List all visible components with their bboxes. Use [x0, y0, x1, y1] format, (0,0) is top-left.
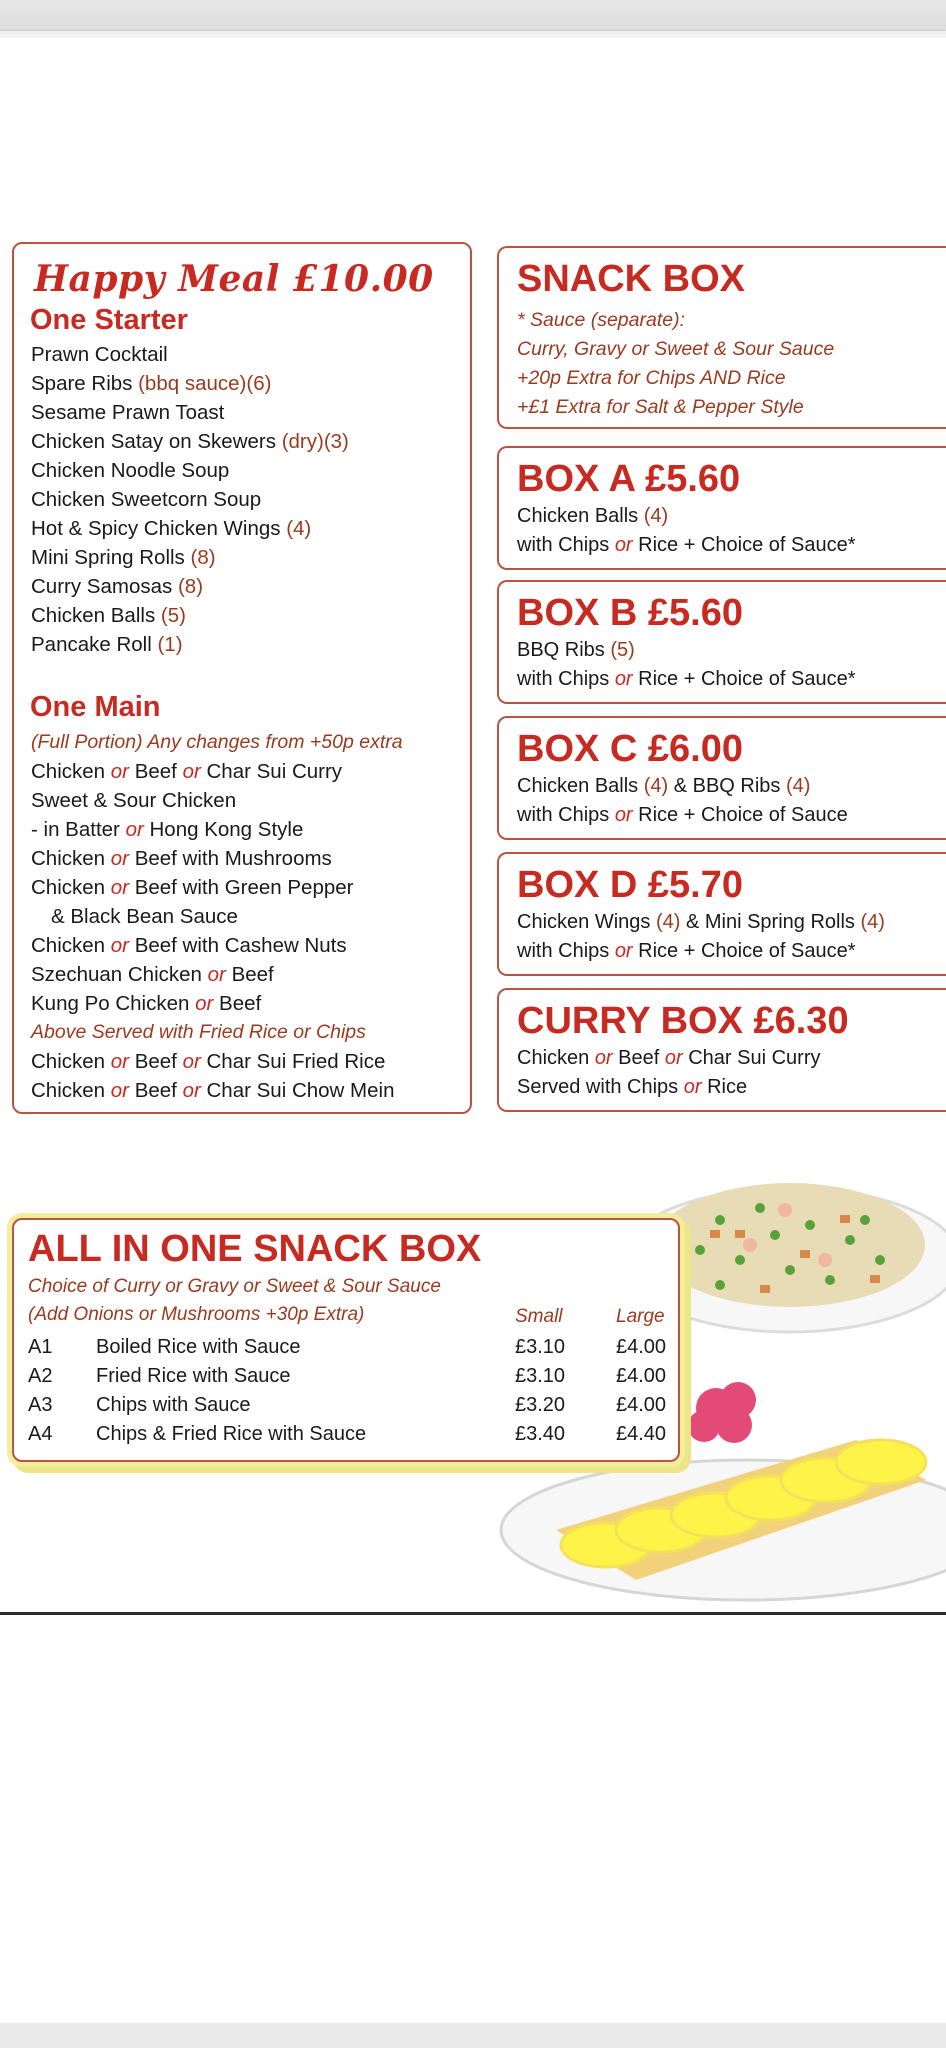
starter-name: Chicken Sweetcorn Soup [31, 488, 262, 511]
starter-qty: (4) [286, 517, 312, 540]
main-item-text: Sweet & Sour Chicken [31, 789, 237, 812]
item-code: A2 [28, 1365, 53, 1387]
box-text: Rice + Choice of Sauce* [632, 940, 856, 962]
price-small: £3.20 [515, 1394, 566, 1416]
starter-item [31, 485, 349, 514]
starter-list [31, 340, 349, 659]
or-word: or [110, 1050, 129, 1073]
box-text: (4) [860, 911, 885, 933]
or-word: or [110, 876, 129, 899]
box-line [517, 1044, 820, 1073]
box-text: Chicken Wings [517, 911, 656, 933]
viewer-bottom-bar [0, 2023, 946, 2048]
main-item-text: Hong Kong Style [143, 818, 304, 841]
main-item-text: Beef [225, 963, 274, 986]
starter-name: Chicken Noodle Soup [31, 459, 230, 482]
main-item-text: Char Sui Curry [200, 760, 343, 783]
or-word: or [614, 534, 633, 556]
starter-qty: (dry)(3) [281, 430, 349, 453]
snack-note: +£1 Extra for Salt & Pepper Style [517, 396, 804, 418]
box-text: Rice + Choice of Sauce [632, 804, 848, 826]
main-item [31, 931, 403, 960]
item-name: Chips with Sauce [96, 1394, 251, 1416]
or-word: or [125, 818, 144, 841]
starter-name: Mini Spring Rolls [31, 546, 191, 569]
box-text: (4) [655, 911, 681, 933]
or-word: or [110, 934, 129, 957]
main-note: (Full Portion) Any changes from +50p extra [31, 731, 403, 753]
or-word: or [614, 668, 633, 690]
table-row [28, 1365, 668, 1393]
col-small: Small [515, 1306, 563, 1327]
main-item-text: Beef with Mushrooms [129, 847, 332, 870]
item-code: A1 [28, 1336, 53, 1358]
box-line [517, 636, 856, 665]
main-item [31, 902, 403, 931]
snack-box-title: SNACK BOX [517, 258, 746, 300]
box-lines [517, 772, 848, 830]
main-item-text: & Black Bean Sauce [51, 905, 238, 928]
box-text: Char Sui Curry [682, 1047, 821, 1069]
box-panel [497, 580, 946, 704]
box-text: BBQ Ribs [517, 639, 611, 661]
box-text: & Mini Spring Rolls [680, 911, 861, 933]
starter-name: Sesame Prawn Toast [31, 401, 225, 424]
extra-item-text: Beef [129, 1079, 183, 1102]
main-item-text: - in Batter [31, 818, 126, 841]
happy-meal-title: Happy Meal £10.00 [34, 258, 434, 300]
price-large: £4.00 [616, 1394, 667, 1416]
price-large: £4.00 [616, 1336, 667, 1358]
box-panel [497, 988, 946, 1112]
main-item [31, 786, 403, 815]
box-text: (4) [785, 775, 811, 797]
starter-heading: One Starter [30, 304, 188, 336]
starter-item [31, 456, 349, 485]
box-text: (5) [610, 639, 635, 661]
box-text: Served with Chips [517, 1076, 684, 1098]
main-item-text: Beef [213, 992, 262, 1015]
starter-qty: (8) [190, 546, 216, 569]
or-word: or [182, 760, 201, 783]
starter-name: Prawn Cocktail [31, 343, 168, 366]
starter-name: Chicken Satay on Skewers [31, 430, 282, 453]
extra-item-text: Chicken [31, 1050, 111, 1073]
starter-item [31, 514, 349, 543]
box-line [517, 937, 885, 966]
starter-name: Pancake Roll [31, 633, 158, 656]
page-divider [0, 1612, 946, 1615]
all-in-one-title: ALL IN ONE SNACK BOX [28, 1228, 482, 1270]
main-item [31, 989, 403, 1018]
main-item-text: Szechuan Chicken [31, 963, 208, 986]
viewer-toolbar [0, 0, 946, 31]
starter-item [31, 427, 349, 456]
box-line [517, 908, 885, 937]
box-title: BOX B £5.60 [517, 592, 743, 634]
extra-item-text: Beef [129, 1050, 183, 1073]
box-title: BOX D £5.70 [517, 864, 743, 906]
or-word: or [594, 1047, 613, 1069]
starter-item [31, 572, 349, 601]
box-line [517, 502, 856, 531]
starter-name: Chicken Balls [31, 604, 161, 627]
item-code: A3 [28, 1394, 53, 1416]
or-word: or [614, 940, 633, 962]
main-item-text: Chicken [31, 934, 111, 957]
box-line [517, 1073, 820, 1102]
box-text: Chicken [517, 1047, 595, 1069]
main-item [31, 815, 403, 844]
box-title: BOX A £5.60 [517, 458, 741, 500]
box-lines [517, 636, 856, 694]
main-item-text: Kung Po Chicken [31, 992, 196, 1015]
price-large: £4.00 [616, 1365, 667, 1387]
snack-box-notes [517, 306, 834, 422]
main-item-text: Chicken [31, 876, 111, 899]
starter-item [31, 398, 349, 427]
box-text: Beef [612, 1047, 665, 1069]
table-row [28, 1394, 668, 1422]
or-word: or [664, 1047, 683, 1069]
box-text: Rice + Choice of Sauce* [632, 668, 856, 690]
box-text: with Chips [517, 804, 615, 826]
box-lines [517, 1044, 820, 1102]
extra-item-text: Char Sui Chow Mein [200, 1079, 395, 1102]
starter-item [31, 369, 349, 398]
box-text: with Chips [517, 940, 615, 962]
or-word: or [182, 1050, 201, 1073]
starter-item [31, 630, 349, 659]
box-line [517, 801, 848, 830]
item-name: Boiled Rice with Sauce [96, 1336, 301, 1358]
starter-qty: (1) [157, 633, 183, 656]
or-word: or [614, 804, 633, 826]
box-lines [517, 908, 885, 966]
main-item-text: Chicken [31, 847, 111, 870]
price-large: £4.40 [616, 1423, 667, 1445]
box-panel [497, 446, 946, 570]
main-heading: One Main [30, 691, 161, 723]
happy-meal-panel [12, 242, 472, 1114]
or-word: or [182, 1079, 201, 1102]
box-panel [497, 852, 946, 976]
price-small: £3.40 [515, 1423, 566, 1445]
item-name: Fried Rice with Sauce [96, 1365, 291, 1387]
main-item-text: Beef with Green Pepper [129, 876, 354, 899]
main-item [31, 844, 403, 873]
main-item [31, 873, 403, 902]
main-item-text: Beef with Cashew Nuts [129, 934, 347, 957]
or-word: or [110, 847, 129, 870]
starter-qty: (8) [177, 575, 204, 598]
box-text: & BBQ Ribs [668, 775, 786, 797]
box-text: Rice [701, 1076, 748, 1098]
snack-note: Curry, Gravy or Sweet & Sour Sauce [517, 338, 835, 360]
snack-note: +20p Extra for Chips AND Rice [517, 367, 786, 389]
all-in-one-panel [12, 1218, 680, 1462]
box-text: (4) [643, 505, 669, 527]
extra-item-text: Chicken [31, 1079, 111, 1102]
box-text: Rice + Choice of Sauce* [632, 534, 856, 556]
or-word: or [110, 760, 129, 783]
starter-name: Hot & Spicy Chicken Wings [31, 517, 287, 540]
box-line [517, 772, 848, 801]
extra-item [31, 1076, 403, 1105]
price-small: £3.10 [515, 1365, 566, 1387]
box-panel [497, 716, 946, 840]
main-item [31, 960, 403, 989]
table-row [28, 1336, 668, 1364]
main-item-text: Chicken [31, 760, 111, 783]
main-item-text: Beef [129, 760, 183, 783]
served-note: Above Served with Fried Rice or Chips [31, 1021, 366, 1043]
box-text: Chicken Balls [517, 775, 644, 797]
all-in-one-extra-note: (Add Onions or Mushrooms +30p Extra) [28, 1304, 365, 1325]
or-word: or [195, 992, 214, 1015]
or-word: or [110, 1079, 129, 1102]
starter-item [31, 601, 349, 630]
box-title: BOX C £6.00 [517, 728, 743, 770]
snack-box-panel [497, 246, 946, 429]
starter-item [31, 340, 349, 369]
box-text: with Chips [517, 668, 615, 690]
extra-item-text: Char Sui Fried Rice [200, 1050, 386, 1073]
item-name: Chips & Fried Rice with Sauce [96, 1423, 367, 1445]
or-word: or [683, 1076, 702, 1098]
starter-qty: (bbq sauce)(6) [138, 372, 272, 395]
snack-note: * Sauce (separate): [517, 309, 686, 331]
price-small: £3.10 [515, 1336, 566, 1358]
main-list [31, 728, 403, 1105]
table-row [28, 1423, 668, 1451]
box-text: (4) [643, 775, 669, 797]
box-text: Chicken Balls [517, 505, 644, 527]
item-code: A4 [28, 1423, 53, 1445]
extra-item [31, 1047, 403, 1076]
box-lines [517, 502, 856, 560]
box-text: with Chips [517, 534, 615, 556]
starter-name: Spare Ribs [31, 372, 139, 395]
starter-name: Curry Samosas [31, 575, 178, 598]
box-line [517, 531, 856, 560]
col-large: Large [616, 1306, 665, 1327]
or-word: or [207, 963, 226, 986]
box-line [517, 665, 856, 694]
starter-qty: (5) [160, 604, 186, 627]
starter-item [31, 543, 349, 572]
table-header [28, 1306, 668, 1334]
main-item [31, 757, 403, 786]
box-title: CURRY BOX £6.30 [517, 1000, 849, 1042]
all-in-one-sauce-note: Choice of Curry or Gravy or Sweet & Sour Sauce [28, 1276, 441, 1297]
